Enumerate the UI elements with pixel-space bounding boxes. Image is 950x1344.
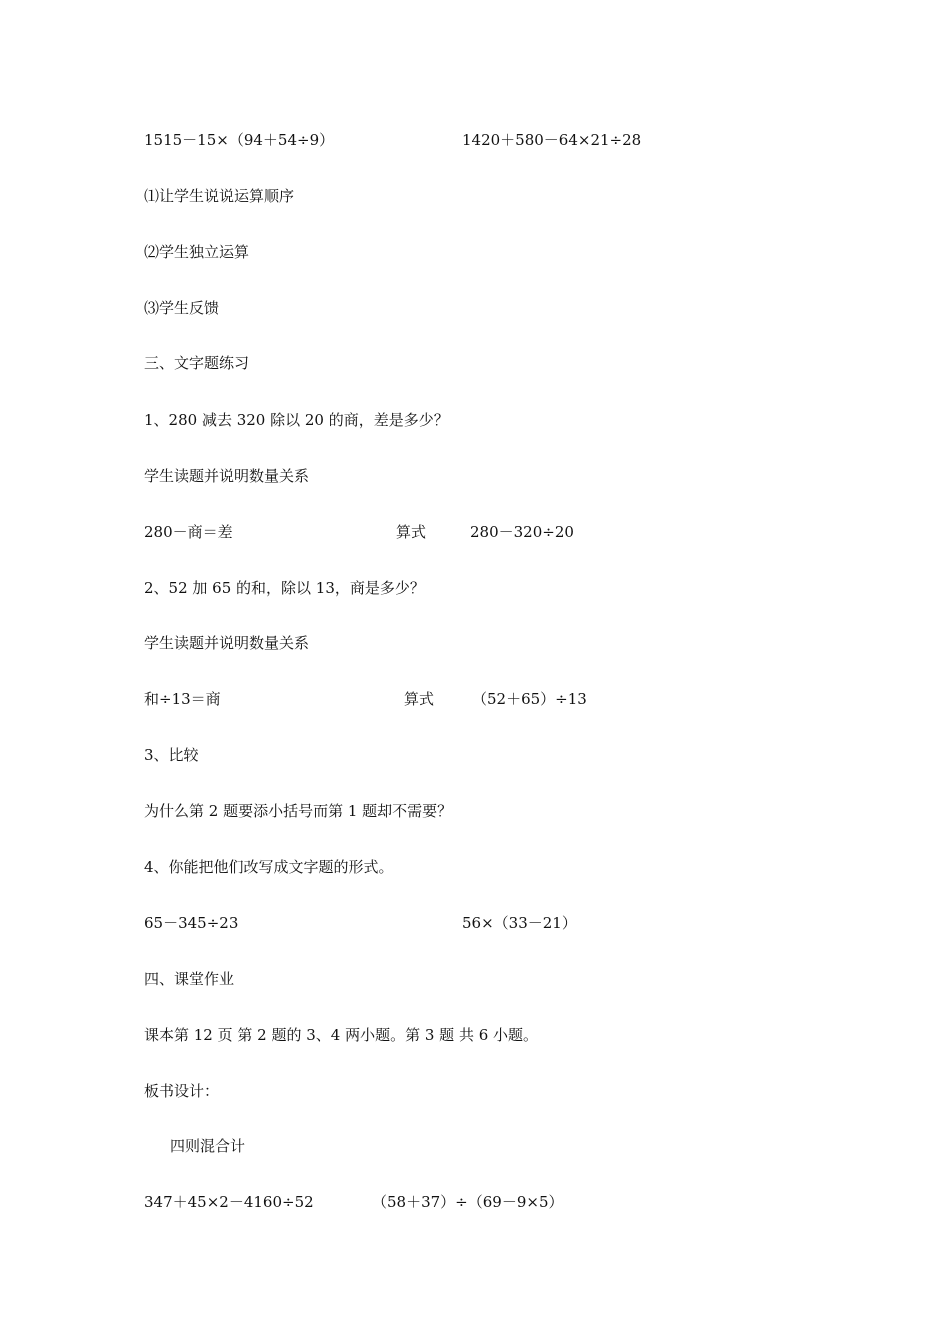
- expression-left: 347＋45×2－4160÷52: [144, 1193, 314, 1211]
- question-3-prompt: 为什么第 2 题要添小括号而第 1 题却不需要？: [144, 802, 453, 820]
- question-1-text: 1、280 减去 320 除以 20 的商，差是多少？: [144, 411, 449, 429]
- question-1-formula: 280－320÷20: [470, 523, 574, 541]
- question-2-text: 2、52 加 65 的和，除以 13，商是多少？: [144, 579, 425, 597]
- expression-right: 1420＋580－64×21÷28: [462, 131, 642, 149]
- step-3-text: ⑶学生反馈: [144, 299, 220, 317]
- question-2-instruction: 学生读题并说明数量关系: [144, 634, 310, 652]
- section-4-heading: 四、课堂作业: [144, 970, 235, 988]
- expression-left: 1515－15×（94＋54÷9）: [144, 131, 335, 149]
- question-2-formula: （52＋65）÷13: [472, 690, 587, 708]
- question-4-text: 4、你能把他们改写成文字题的形式。: [144, 858, 394, 876]
- expression-right: （58＋37）÷（69－9×5）: [372, 1193, 564, 1211]
- question-1-instruction: 学生读题并说明数量关系: [144, 467, 310, 485]
- step-1-text: ⑴让学生说说运算顺序: [144, 187, 295, 205]
- step-2-text: ⑵学生独立运算: [144, 243, 250, 261]
- board-design-heading: 板书设计：: [144, 1082, 220, 1100]
- question-1-relation: 280－商＝差: [144, 523, 233, 541]
- board-design-title: 四则混合计: [170, 1137, 246, 1155]
- section-3-heading: 三、文字题练习: [144, 354, 250, 372]
- expression-right: 56×（33－21）: [462, 914, 577, 932]
- question-2-relation: 和÷13＝商: [144, 690, 221, 708]
- question-3-text: 3、比较: [144, 746, 199, 764]
- homework-text: 课本第 12 页 第 2 题的 3、4 两小题。第 3 题 共 6 小题。: [144, 1026, 539, 1044]
- question-2-formula-label: 算式: [404, 690, 435, 708]
- question-1-formula-label: 算式: [396, 523, 427, 541]
- expression-left: 65－345÷23: [144, 914, 239, 932]
